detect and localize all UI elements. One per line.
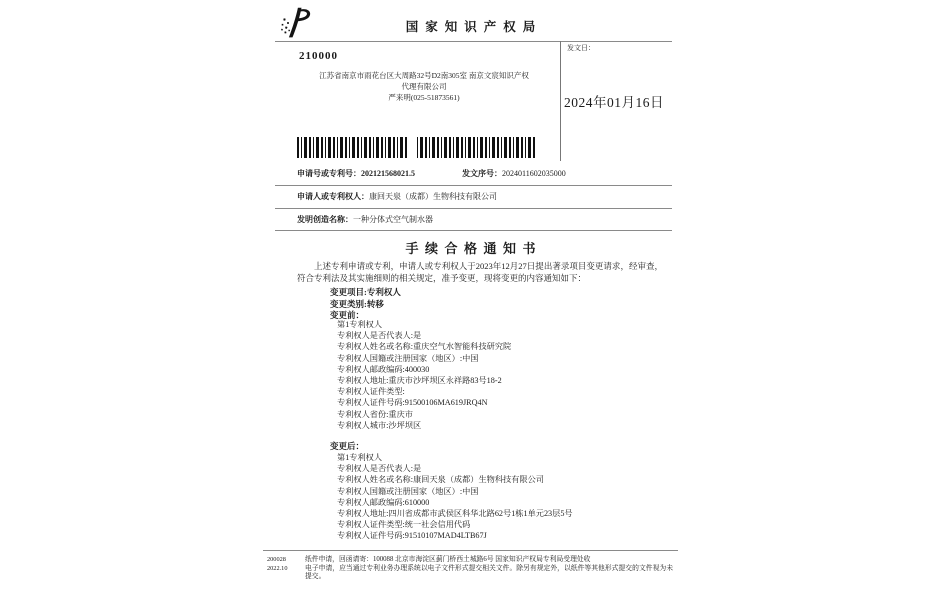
detail-line: 专利权人姓名或名称:重庆空气水智能科技研究院: [337, 342, 512, 352]
recipient-address: [291, 70, 557, 103]
dispatch-serial-value: 2024011602035000: [502, 169, 566, 178]
detail-line: 专利权人是否代表人:是: [337, 331, 422, 341]
detail-line: 专利权人地址:四川省成都市武侯区科华北路62号1栋1单元23层5号: [337, 509, 573, 519]
form-code-block: [267, 556, 287, 573]
detail-line: 专利权人是否代表人:是: [337, 464, 422, 474]
after-change-details: [337, 452, 573, 542]
detail-line: 专利权人省份:重庆市: [337, 409, 413, 419]
footer-instructions: [305, 556, 673, 582]
footer-line2: 电子申请，应当通过专利业务办理系统以电子文件形式提交相关文件。除另有规定外，以纸件等其他形式提交的文件视为未提交。: [305, 564, 673, 581]
recipient-address-line1: 江苏省南京市雨花台区大周路32号D2南305室 南京文宸知识产权: [319, 71, 529, 80]
office-title: 国家知识产权局: [405, 20, 543, 34]
barcode-dispatch: [417, 137, 537, 158]
recipient-contact: 严来明(025-51873561): [388, 93, 460, 102]
detail-line: 专利权人国籍或注册国家（地区）:中国: [337, 486, 479, 496]
recipient-postal-code: 210000: [299, 50, 338, 62]
invention-title-label: 发明创造名称：: [297, 215, 353, 224]
applicant-row: [297, 191, 497, 202]
detail-line: 专利权人地址:重庆市沙坪坝区永祥路83号18-2: [337, 376, 502, 386]
dispatch-serial-label: 发文序号：: [462, 169, 502, 178]
detail-line: 专利权人证件号码:91510107MAD4LTB67J: [337, 531, 487, 541]
application-number-row: [297, 168, 415, 179]
detail-line: 专利权人证件类型:: [337, 387, 405, 397]
invention-title-row: [297, 214, 433, 225]
patent-notice-document: [263, 0, 678, 600]
application-number-value: 202121568021.5: [361, 169, 415, 178]
detail-line: 专利权人邮政编码:400030: [337, 364, 430, 374]
application-number-label: 申请号或专利号：: [297, 169, 361, 178]
notice-body-paragraph: 上述专利申请或专利，申请人或专利权人于2023年12月27日提出著录项目变更请求，经审查，符合专利法及其实施细则的相关规定，准予变更，现将变更的内容通知如下：: [297, 261, 663, 283]
detail-line: 专利权人邮政编码:610000: [337, 497, 430, 507]
invention-title-value: 一种分体式空气制水器: [353, 215, 433, 224]
detail-line: 专利权人城市:沙坪坝区: [337, 420, 422, 430]
detail-line: 专利权人证件号码:91500106MA619JRQ4N: [337, 398, 488, 408]
dispatch-date-value: 2024年01月16日: [564, 95, 664, 110]
table-divider-1: [275, 185, 672, 186]
table-divider-2: [275, 208, 672, 209]
change-type: 变更类别:转移: [330, 298, 384, 309]
before-change-details: [337, 319, 511, 431]
change-item: 变更项目:专利权人: [330, 287, 401, 297]
barcode-application: [297, 137, 407, 158]
detail-line: 专利权人证件类型:统一社会信用代码: [337, 520, 471, 530]
date-column-divider: [560, 41, 561, 161]
detail-line: 专利权人姓名或名称:康回天泉（成都）生物科技有限公司: [337, 475, 544, 485]
footer-line1: 纸件申请，回函请寄：100088 北京市海淀区蓟门桥西土城路6号 国家知识产权局专利局受理处收: [305, 556, 591, 563]
dispatch-serial-row: [462, 168, 566, 179]
notice-title: 手续合格通知书: [405, 241, 542, 256]
header-divider: [275, 41, 672, 42]
applicant-label: 申请人或专利权人：: [297, 192, 369, 201]
change-summary: [330, 287, 401, 322]
detail-line: 专利权人国籍或注册国家（地区）:中国: [337, 353, 479, 363]
detail-line: 第1专利权人: [337, 320, 383, 329]
table-divider-3: [275, 230, 672, 231]
form-date: 2022.10: [267, 564, 288, 572]
form-code: 200028: [267, 556, 286, 563]
change-before-label: 变更前：: [330, 310, 365, 320]
recipient-address-line2: 代理有限公司: [401, 82, 447, 91]
change-after-label: 变更后：: [330, 441, 365, 451]
footer-divider: [263, 550, 678, 551]
detail-line: 第1专利权人: [337, 453, 383, 462]
applicant-value: 康回天泉（成都）生物科技有限公司: [369, 192, 497, 201]
dispatch-date-label: 发文日：: [567, 44, 595, 52]
